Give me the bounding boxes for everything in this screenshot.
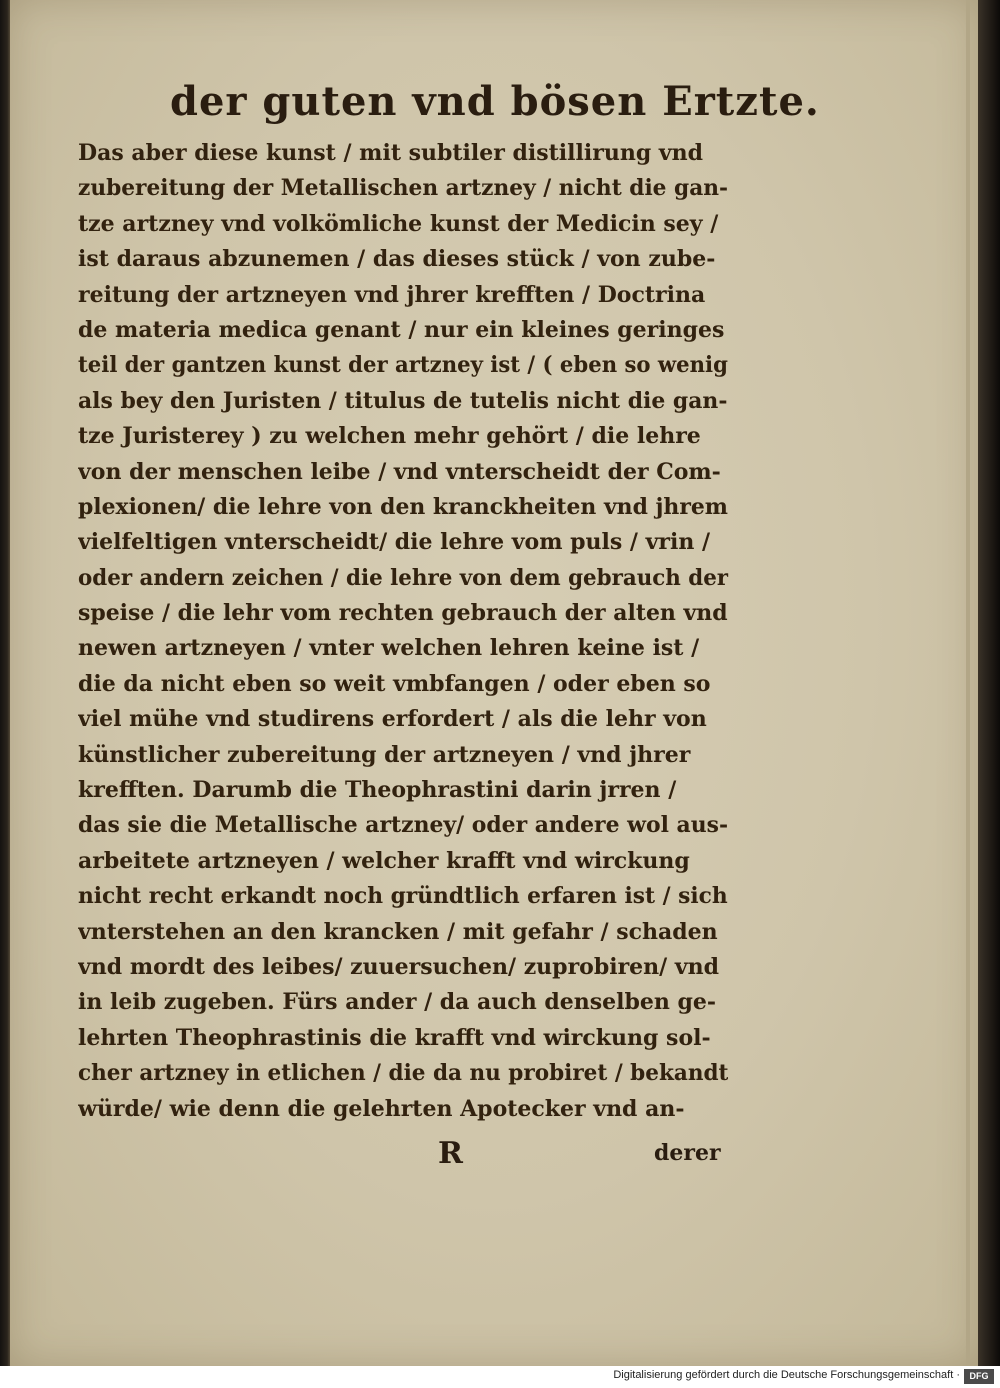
catchword: derer <box>654 1140 721 1166</box>
text-line: oder andern zeichen / die lehre von dem gebrauch der <box>78 564 729 591</box>
text-line: nicht recht erkandt noch gründtlich erfaren ist / sich <box>78 883 728 910</box>
text-line: viel mühe vnd studirens erfordert / als die lehr von <box>78 706 707 733</box>
text-line: reitung der artzneyen vnd jhrer krefften / Doctrina <box>78 281 706 308</box>
text-line: vnd mordt des leibes/ zuuersuchen/ zuprobiren/ vnd <box>78 953 720 980</box>
body-text <box>78 136 728 1127</box>
signature-mark: R <box>438 1136 463 1171</box>
text-line: vielfeltigen vnterscheidt/ die lehre vom puls / vrin / <box>78 529 711 556</box>
text-line: tze Juristerey ) zu welchen mehr gehört / die lehre <box>78 423 701 450</box>
dfg-logo: DFG <box>964 1369 994 1384</box>
text-line: arbeitete artzneyen / welcher krafft vnd wirckung <box>78 847 690 874</box>
text-line: zubereitung der Metallischen artzney / nicht die gan- <box>78 175 728 202</box>
text-line: vnterstehen an den krancken / mit gefahr / schaden <box>78 918 718 945</box>
text-line: de materia medica genant / nur ein kleines geringes <box>78 316 725 343</box>
text-line: von der menschen leibe / vnd vnterscheidt der Com- <box>78 458 721 485</box>
text-line: künstlicher zubereitung der artzneyen / vnd jhrer <box>78 741 691 768</box>
text-line: das sie die Metallische artzney/ oder andere wol aus- <box>78 812 728 839</box>
running-head: der guten vnd bösen Ertzte. <box>170 78 820 125</box>
text-line: cher artzney in etlichen / die da nu probiret / bekandt <box>78 1060 729 1087</box>
text-line: Das aber diese kunst / mit subtiler distillirung vnd <box>78 140 704 166</box>
footer-credit: Digitalisierung gefördert durch die Deutsche Forschungsgemeinschaft · <box>613 1369 960 1381</box>
text-line: als bey den Juristen / titulus de tutelis nicht die gan- <box>78 387 728 414</box>
text-line: newen artzneyen / vnter welchen lehren keine ist / <box>78 635 700 662</box>
text-line: in leib zugeben. Fürs ander / da auch denselben ge- <box>78 989 717 1016</box>
footer-bar <box>0 1366 1000 1388</box>
text-line: speise / die lehr vom rechten gebrauch der alten vnd <box>78 600 728 627</box>
text-line: würde/ wie denn die gelehrten Apotecker vnd an- <box>78 1095 685 1122</box>
page-right-edge <box>978 0 1000 1366</box>
text-line: teil der gantzen kunst der artzney ist / ( eben so wenig <box>78 352 728 379</box>
page-fold-line <box>966 0 970 1366</box>
text-line: plexionen/ die lehre von den kranckheiten vnd jhrem <box>78 493 728 520</box>
text-line: die da nicht eben so weit vmbfangen / oder eben so <box>78 670 711 697</box>
text-line: ist daraus abzunemen / das dieses stück / von zube- <box>78 246 716 273</box>
text-line: tze artzney vnd volkömliche kunst der Medicin sey / <box>78 210 719 237</box>
text-line: krefften. Darumb die Theophrastini darin jrren / <box>78 777 677 804</box>
text-line: lehrten Theophrastinis die krafft vnd wirckung sol- <box>78 1024 711 1051</box>
